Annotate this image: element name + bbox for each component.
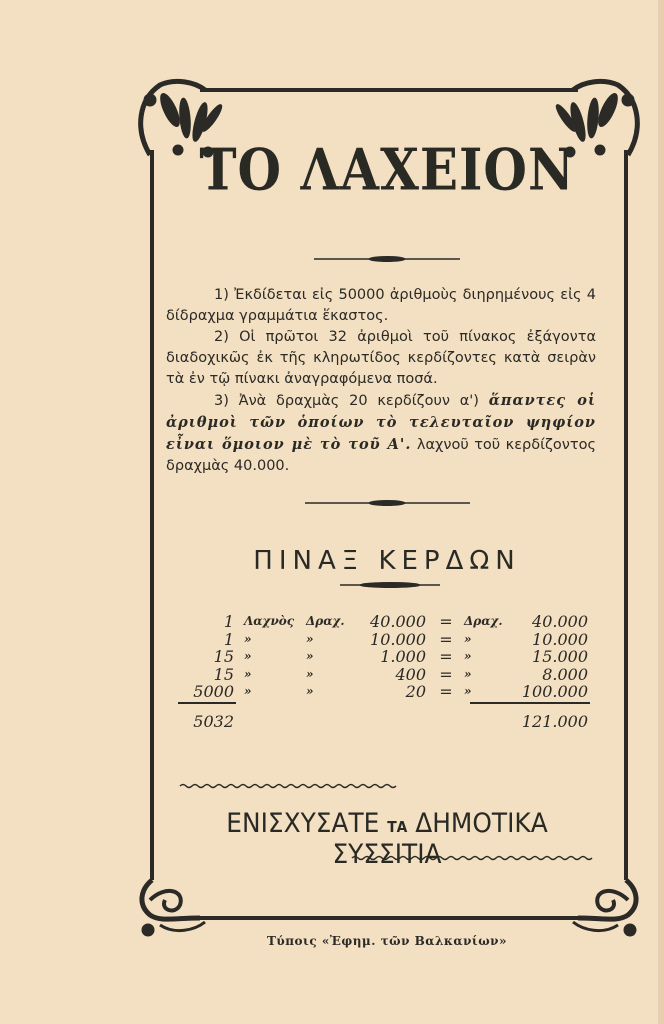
prize-cur2: »	[464, 649, 472, 663]
prize-cur1: Δραχ.	[306, 614, 345, 628]
prize-count: 1	[223, 612, 234, 631]
prize-amount: 10.000	[370, 629, 426, 649]
prize-unit: »	[244, 684, 252, 698]
prize-cur2: Δραχ.	[464, 614, 503, 628]
prize-total: 10.000	[532, 629, 588, 649]
prize-unit: »	[244, 631, 252, 646]
prize-cur1: »	[306, 666, 314, 681]
rule-2: 2) Οἱ πρῶτοι 32 ἀριθμοὶ τοῦ πίνακος ἐξάγοντα διαδοχικῶς ἐκ τῆς κληρωτίδος κερδίζοντες κατὰ σειρὰν τὰ ἐν τῷ πίνακι ἀναγραφόμενα ποσά.	[166, 329, 596, 387]
total-count: 5032	[193, 712, 234, 731]
prize-cur1: »	[306, 631, 314, 646]
prize-amount: 1.000	[380, 647, 426, 666]
prize-row	[178, 682, 592, 700]
prize-total: 40.000	[532, 612, 588, 631]
rule-3-end: λαχνοῦ τοῦ κερδίζοντος δραχμὰς 40.000.	[166, 437, 596, 474]
prize-total: 8.000	[542, 664, 588, 684]
table-title-divider	[340, 583, 440, 588]
page-title: ΤΟ ΛΑΧΕΙΟΝ	[199, 135, 575, 204]
prize-eq: =	[439, 647, 453, 666]
prize-unit: Λαχνὸς	[244, 614, 295, 628]
prize-cur2: »	[464, 631, 472, 646]
prize-amount: 400	[395, 664, 426, 684]
prize-table	[178, 612, 592, 700]
prize-count: 15	[213, 664, 234, 684]
printer-credit: Τύποις «Ἐφημ. τῶν Βαλκανίων»	[267, 934, 507, 948]
rule-3-intro: 3) Ἀνὰ δραχμὰς 20 κερδίζουν α')	[214, 393, 489, 409]
prize-cur2: »	[464, 684, 472, 698]
slogan-part-2: ΔΗΜΟΤΙΚΑ ΣΥΣΣΙΤΙΑ	[332, 808, 548, 870]
prize-row	[178, 630, 592, 648]
bottom-right-ornament	[573, 880, 636, 934]
prize-unit: »	[244, 666, 252, 681]
prize-total: 100.000	[521, 682, 588, 701]
prize-row	[178, 612, 592, 630]
prize-eq: =	[439, 612, 453, 631]
prize-count: 1	[223, 629, 234, 649]
prize-unit: »	[244, 649, 252, 663]
prize-eq: =	[439, 682, 453, 701]
prize-count: 15	[213, 647, 234, 666]
rules-text	[166, 285, 596, 477]
prize-eq: =	[439, 664, 453, 684]
prize-row	[178, 647, 592, 665]
slogan-wave-top	[180, 785, 396, 788]
prize-amount: 40.000	[370, 612, 426, 631]
rule-3-emphasis: ἅπαντες οἱ ἀριθμοὶ τῶν ὁποίων τὸ τελευταῖον ψηφίον εἶναι ὅμοιον μὲ τὸ τοῦ Α'.	[166, 392, 596, 453]
slogan-small: ΤΑ	[387, 818, 408, 836]
slogan	[169, 808, 605, 870]
title-divider	[314, 257, 460, 262]
rule-1: 1) Ἐκδίδεται εἰς 50000 ἀριθμοὺς διηρημένους εἰς 4 δίδραχμα γραμμάτια ἕκαστος.	[166, 287, 596, 324]
prize-total: 15.000	[532, 647, 588, 666]
total-underline	[470, 702, 590, 704]
prize-cur1: »	[306, 649, 314, 663]
rule-3	[166, 390, 596, 477]
prize-amount: 20	[405, 682, 426, 701]
table-title: ΠΙΝΑΞ ΚΕΡΔΩΝ	[253, 546, 521, 576]
text-divider	[305, 501, 470, 506]
slogan-part-1: ΕΝΙΣΧΥΣΑΤΕ	[226, 808, 380, 839]
prize-count: 5000	[193, 682, 234, 701]
prize-eq: =	[439, 629, 453, 649]
count-underline	[178, 702, 236, 704]
prize-row	[178, 665, 592, 683]
total-amount: 121.000	[521, 712, 588, 731]
prize-cur1: »	[306, 684, 314, 698]
bottom-left-ornament	[142, 880, 205, 934]
prize-cur2: »	[464, 666, 472, 681]
